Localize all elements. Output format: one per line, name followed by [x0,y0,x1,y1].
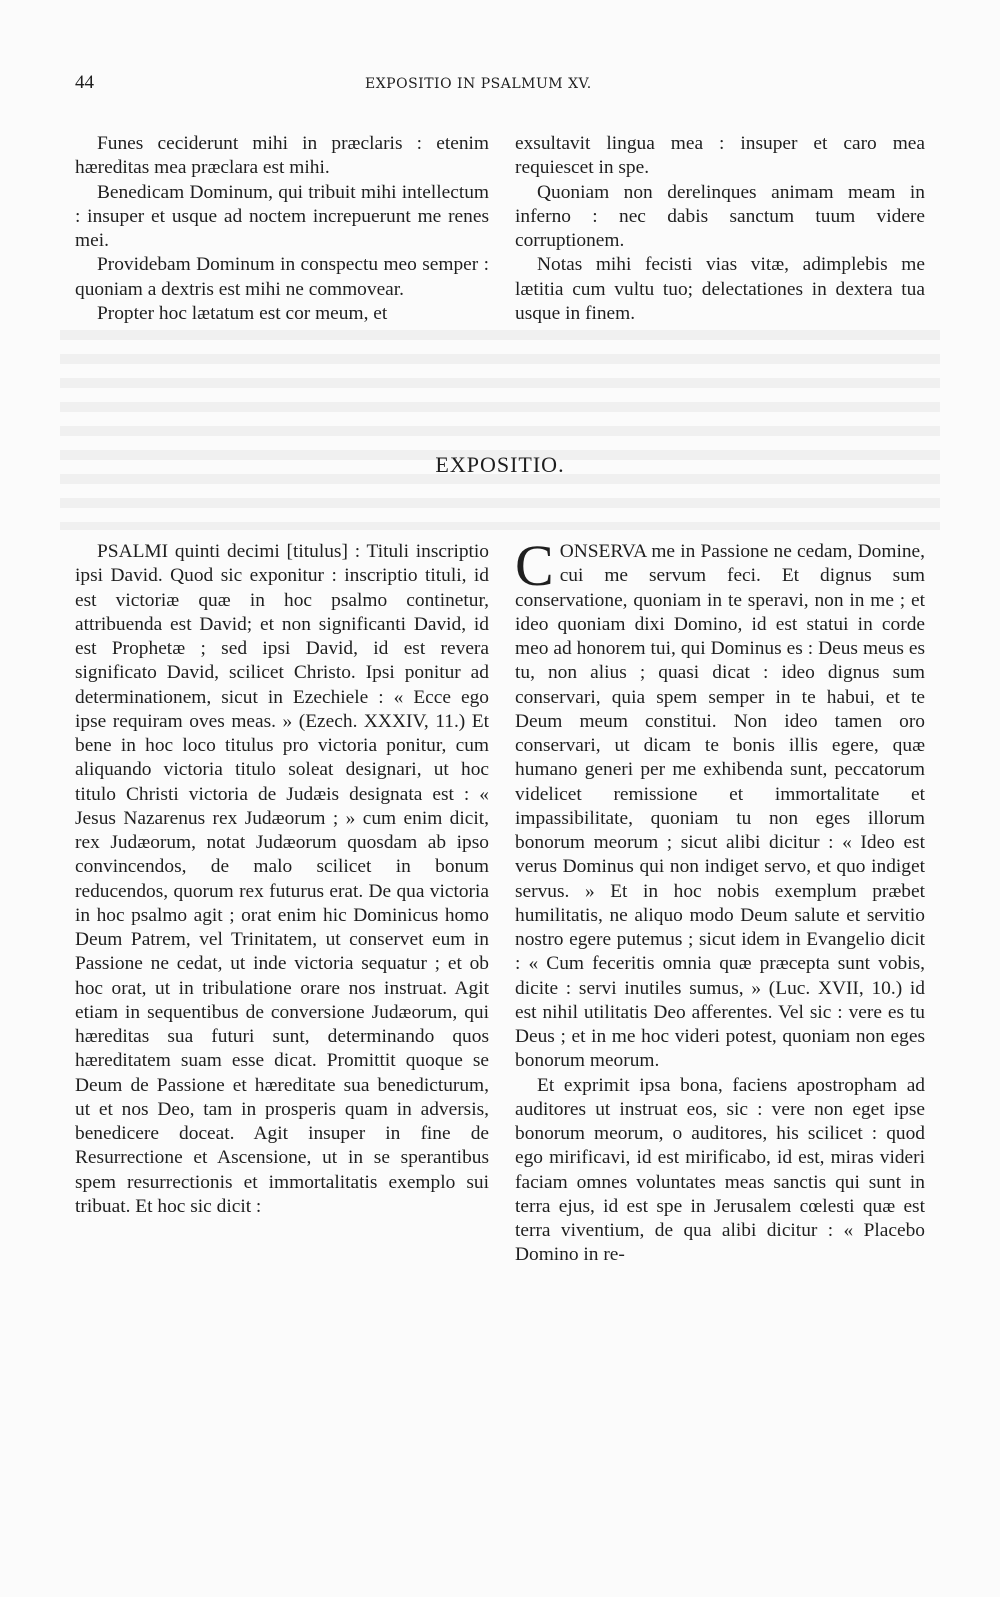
psalm-text-right-column [515,132,925,326]
psalm-verse: Propter hoc lætatum est cor meum, et [97,302,388,324]
bleed-through-texture [60,330,940,530]
psalm-verse: Funes ceciderunt mihi in præclaris : etenim hæreditas mea præclara est mihi. [75,133,489,179]
psalm-verse: exsultavit lingua mea : insuper et caro mea requiescet in spe. [515,133,925,179]
exposition-paragraph [515,533,925,1074]
exposition-paragraph: PSALMI quinti decimi [titulus] : Tituli inscriptio ipsi David. Quod sic exponitur : inscriptio tituli, id est victoriæ quæ in hoc psalmo continetur, attribuenda est David; et non significanti David, id est Prophetæ ; sed ipsi David, id est revera significato David, scilicet Christo. Ipsi ponitur ad determinationem, sicut in Ezechiele : « Ecce ego ipse requiram oves meas. » (Ezech. XXXIV, 11.) Et bene in hoc loco titulus pro victoria ponitur, cum aliquando victoria titulo soleat designari, ut hoc titulo Christi victoria de Judæis designata est : « Jesus Nazarenus rex Judæorum ; » cum enim dicit, rex Judæorum, notat Judæorum quosdam ab ipso convincendos, de malo scilicet in bonum reducendos, quorum rex futurus erat. De qua victoria in hoc psalmo agit ; orat enim hic Dominicus homo Deum Patrem, vel Trinitatem, ut conservet eum in Passione ne cedat, ut inde victoria sequatur ; et ob hoc orat, ut in tribulatione orare nos instruat. Agit etiam in sequentibus de conversione Judæorum, qui hæreditas sua futuri sunt, determinando quos hæreditatem suam esse dicat. Promittit quoque se Deum de Passione et hæreditate sua benedicturum, ut et nos Deo, tam in prosperis quam in adversis, benedicere doceat. Agit insuper in fine de Resurrectione et Ascensione, ut in se sperantibus spem resurrectionis et immortalitatis exemplo sui tribuat. Et hoc sic dicit : [75,541,489,1217]
page-number: 44 [75,72,94,93]
exposition-right-column [515,533,925,1268]
exposition-paragraph: Et exprimit ipsa bona, faciens apostropham ad auditores ut instruat eos, sic : vere non eget ipse bonorum meorum, o auditores, his scilicet : quod ego mirificavi, id est mirificabo, id est, miras videri faciam omnes voluntates meas sanctis qui sunt in terra ejus, id est spe in Jerusalem cœlesti quæ est terra viventium, de qua alibi dicitur : « Placebo Domino in re- [515,1074,925,1266]
psalm-verse: Quoniam non derelinques animam meam in inferno : nec dabis sanctum tuum videre corruptionem. [515,181,925,251]
psalm-text-left-column [75,132,489,326]
psalm-verse: Providebam Dominum in conspectu meo semper : quoniam a dextris est mihi ne commovear. [75,254,489,300]
psalm-verse: Notas mihi fecisti vias vitæ, adimplebis me lætitia cum vultu tuo; delectationes in dextera tua usque in finem. [515,254,925,324]
page-header [75,72,925,100]
exposition-text: ONSERVA me in Passione ne cedam, Domine, cui me servum feci. Et dignus sum conservatione, quoniam in te speravi, non in me ; et ideo quoniam dixi Domino, id est statui in corde meo ad honorem tui, qui Dominus es : Deus meus es tu, non alius ; quasi dicat : ideo dignus sum conservari, quia spem semper in te habui, et te Deum meum constitui. Non ideo tamen oro conservari, ut dicam te bonis illis egere, quæ humano generi per me exhibenda sunt, peccatorum videlicet remissione et immortalitate et impassibilitate, quoniam tu non eges illorum bonorum meorum ; sicut alibi dicitur : « Ideo est verus Dominus qui non indiget servo, et quo indiget servus. » Et in hoc nobis exemplum præbet humilitatis, ne aliquo modo Deum salute et servitio nostro egere putemus ; sicut idem in Evangelio dicit : « Cum feceritis omnia quæ præcepta sunt vobis, dicite : servi inutiles sumus, » (Luc. XVII, 10.) id est nihil utilitatis Deo afferentes. Vel sic : vere es tu Deus ; et in me hoc videri potest, quoniam non eges bonorum meorum. [515,541,925,1072]
drop-cap: C [515,533,554,598]
running-title: EXPOSITIO IN PSALMUM XV. [365,76,592,92]
psalm-verse: Benedicam Dominum, qui tribuit mihi intellectum : insuper et usque ad noctem increpuerunt me renes mei. [75,181,489,251]
section-title: EXPOSITIO. [435,452,565,477]
exposition-left-column [75,540,489,1219]
